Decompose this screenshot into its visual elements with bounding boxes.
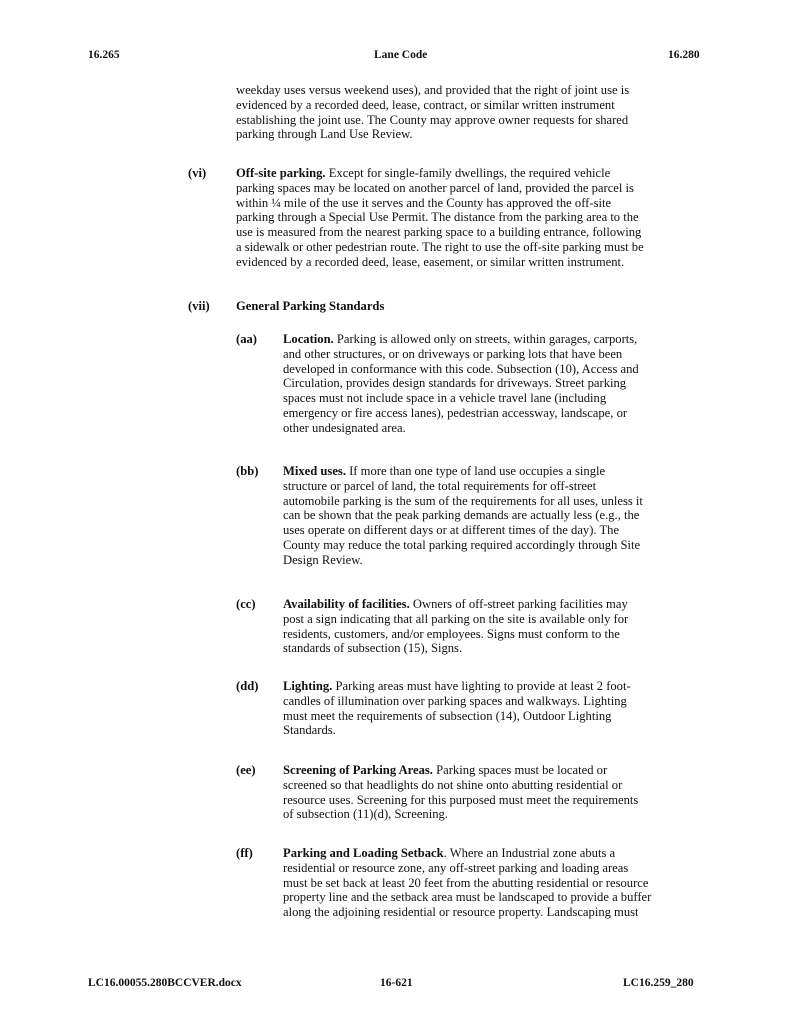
mixed-uses-paragraph (283, 464, 643, 568)
paragraph-line: post a sign indicating that all parking on the site is available only for (283, 611, 629, 626)
paragraph-line: parking through a Special Use Permit. The distance from the parking area to the (236, 210, 639, 225)
item-number-ff: (ff) (236, 846, 253, 860)
paragraph-first-line (236, 166, 644, 181)
paragraph-line: evidenced by a recorded deed, lease, contract, or similar written instrument (236, 97, 615, 112)
paragraph-line: emergency or fire access lanes), pedestrian accessway, landscape, or (283, 405, 628, 420)
footer-page-number: 16-621 (380, 977, 413, 989)
paragraph-line: a sidewalk or other pedestrian route. The right to use the off-site parking must be (236, 239, 644, 254)
paragraph-line: resource uses. Screening for this purposed must meet the requirements (283, 792, 639, 807)
header-section-end: 16.280 (668, 49, 700, 61)
footer-document-code: LC16.259_280 (623, 977, 694, 989)
paragraph-text: Parking spaces must be located or (432, 763, 608, 777)
paragraph-line: residential or resource zone, any off-street parking and loading areas (283, 860, 629, 875)
paragraph-line: establishing the joint use. The County may approve owner requests for shared (236, 112, 629, 127)
paragraph-text: If more than one type of land use occupies a single (345, 464, 606, 478)
general-parking-standards-heading: General Parking Standards (236, 299, 385, 313)
paragraph-line: other undesignated area. (283, 420, 406, 435)
item-number-dd: (dd) (236, 679, 259, 693)
paragraph-text: Owners of off-street parking facilities may (409, 597, 628, 611)
item-number-bb: (bb) (236, 464, 259, 478)
paragraph-line: candles of illumination over parking spaces and walkways. Lighting (283, 693, 627, 708)
paragraph-line: Circulation, provides design standards for driveways. Street parking (283, 376, 627, 391)
item-heading: Lighting. (283, 679, 333, 693)
paragraph-line: parking through Land Use Review. (236, 127, 413, 142)
paragraph-line: of subsection (11)(d), Screening. (283, 807, 448, 822)
paragraph-first-line (283, 597, 628, 612)
paragraph-line: automobile parking is the sum of the requirements for all uses, unless it (283, 493, 643, 508)
paragraph-line: property line and the setback area must be landscaped to provide a buffer (283, 890, 652, 905)
paragraph-line: residents, customers, and/or employees. Signs must conform to the (283, 626, 620, 641)
paragraph-line: screened so that headlights do not shine onto abutting residential or (283, 777, 623, 792)
paragraph-line: County may reduce the total parking required accordingly through Site (283, 537, 641, 552)
paragraph-line: along the adjoining residential or resource property. Landscaping must (283, 905, 639, 920)
item-number-vi: (vi) (188, 166, 207, 180)
paragraph-first-line (283, 332, 639, 347)
paragraph-line: within ¼ mile of the use it serves and the County has approved the off-site (236, 195, 612, 210)
paragraph-line: Design Review. (283, 552, 363, 567)
availability-of-facilities-paragraph (283, 597, 628, 656)
item-heading: Mixed uses. (283, 464, 346, 478)
paragraph-line: Standards. (283, 723, 336, 738)
paragraph-first-line (283, 846, 651, 861)
paragraph-text: Parking is allowed only on streets, within garages, carports, (333, 332, 638, 346)
item-heading: Parking and Loading Setback (283, 846, 444, 860)
item-heading: Screening of Parking Areas. (283, 763, 433, 777)
screening-of-parking-areas-paragraph (283, 763, 638, 822)
paragraph-text: Parking areas must have lighting to provide at least 2 foot- (332, 679, 631, 693)
paragraph-line: weekday uses versus weekend uses), and provided that the right of joint use is (236, 83, 630, 97)
paragraph-line: parking spaces may be located on another parcel of land, provided the parcel is (236, 180, 634, 195)
parking-and-loading-setback-paragraph (283, 846, 651, 920)
continuation-paragraph (236, 83, 629, 142)
paragraph-line: developed in conformance with this code. Subsection (10), Access and (283, 361, 639, 376)
lighting-paragraph (283, 679, 631, 738)
header-title: Lane Code (374, 49, 428, 61)
paragraph-line: spaces must not include space in a vehicle travel lane (including (283, 391, 607, 406)
off-site-parking-paragraph (236, 166, 644, 270)
item-heading: Off-site parking. (236, 166, 326, 180)
header-section-start: 16.265 (88, 49, 120, 61)
item-number-cc: (cc) (236, 597, 256, 611)
item-number-vii: (vii) (188, 299, 210, 313)
location-paragraph (283, 332, 639, 436)
paragraph-line: and other structures, or on driveways or parking lots that have been (283, 346, 623, 361)
item-number-aa: (aa) (236, 332, 257, 346)
footer-file-name: LC16.00055.280BCCVER.docx (88, 977, 242, 989)
item-number-ee: (ee) (236, 763, 256, 777)
paragraph-line: use is measured from the nearest parking space to a building entrance, following (236, 225, 642, 240)
paragraph-text: . Where an Industrial zone abuts a (443, 846, 616, 860)
paragraph-line: structure or parcel of land, the total requirements for off-street (283, 478, 597, 493)
paragraph-first-line (283, 464, 643, 479)
paragraph-line: must be set back at least 20 feet from the abutting residential or resource (283, 875, 649, 890)
paragraph-line: can be shown that the peak parking demands are actually less (e.g., the (283, 508, 640, 523)
paragraph-first-line (283, 679, 631, 694)
item-heading: Availability of facilities. (283, 597, 410, 611)
paragraph-line: uses operate on different days or at different times of the day). The (283, 523, 620, 538)
paragraph-line: standards of subsection (15), Signs. (283, 641, 463, 656)
paragraph-first-line (283, 763, 638, 778)
paragraph-line: must meet the requirements of subsection (14), Outdoor Lighting (283, 708, 612, 723)
paragraph-text: Except for single-family dwellings, the required vehicle (325, 166, 611, 180)
paragraph-line: evidenced by a recorded deed, lease, easement, or similar written instrument. (236, 254, 625, 269)
item-heading: Location. (283, 332, 334, 346)
